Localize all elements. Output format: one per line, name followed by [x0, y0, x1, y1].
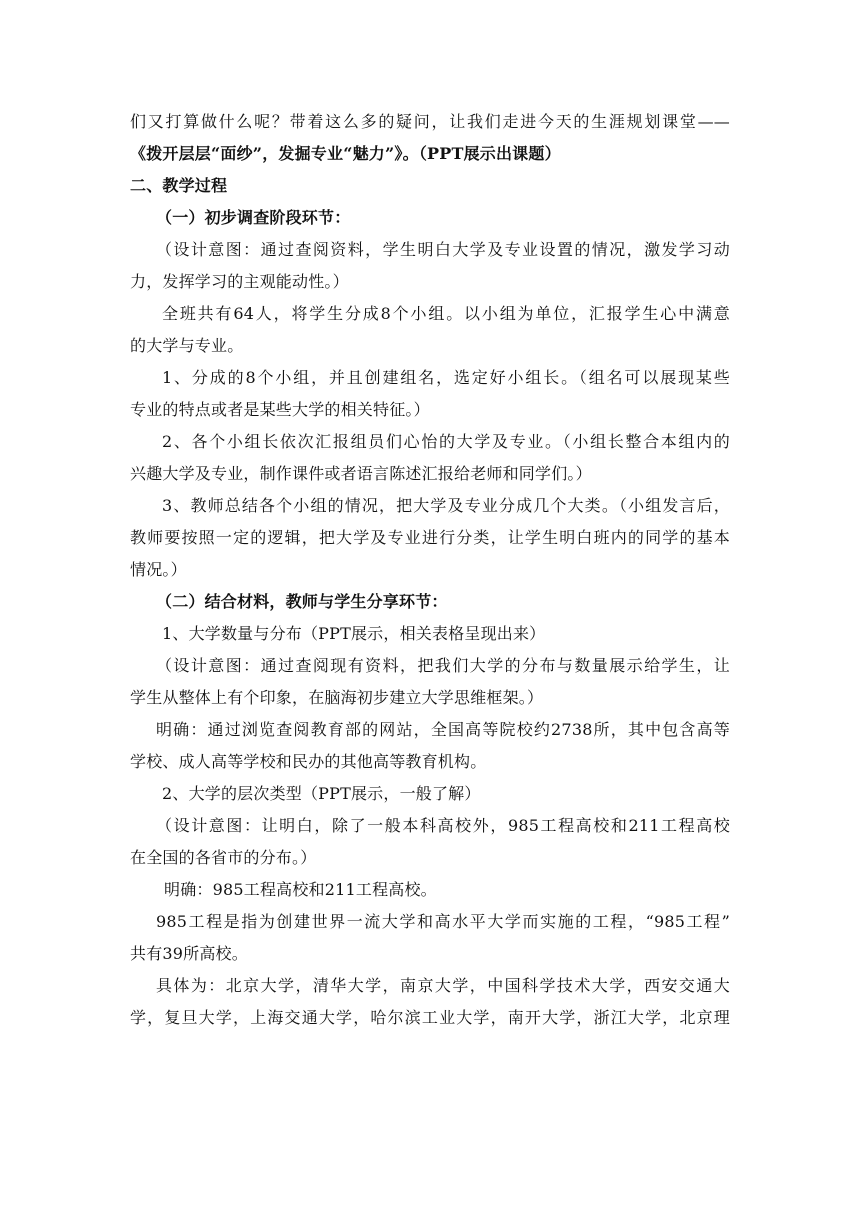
line-gap: [130, 483, 730, 496]
text-line: 在全国的各省市的分布。）: [130, 848, 317, 867]
line-gap: [130, 259, 730, 272]
text-line: 二、教学过程: [130, 176, 228, 195]
text-line: 2、各个小组长依次汇报组员们心怡的大学及专业。（小组长整合本组内的: [162, 432, 730, 451]
line-gap: [130, 163, 730, 176]
text-line: 1、大学数量与分布（PPT展示，相关表格呈现出来）: [162, 624, 546, 643]
line-gap: [130, 387, 730, 400]
line-gap: [130, 803, 730, 816]
text-line: 情况。）: [130, 560, 187, 579]
text-line: 3、教师总结各个小组的情况，把大学及专业分成几个大类。（小组发言后，: [162, 496, 730, 515]
line-gap: [130, 419, 730, 432]
line-gap: [130, 867, 730, 880]
text-line: 学校、成人高等学校和民办的其他高等教育机构。: [130, 752, 487, 771]
text-line: 专业的特点或者是某些大学的相关特征。）: [130, 400, 430, 419]
document-body: [130, 112, 730, 1027]
line-gap: [130, 995, 730, 1008]
line-gap: [130, 355, 730, 368]
text-line: 明确：985工程高校和211工程高校。: [164, 880, 437, 899]
text-line: 学生从整体上有个印象，在脑海初步建立大学思维框架。）: [130, 688, 544, 707]
text-line: 《拨开层层“面纱”，发掘专业“魅力”》。（PPT展示出课题）: [130, 144, 561, 163]
text-line: （二）结合材料，教师与学生分享环节：: [156, 592, 448, 611]
line-gap: [130, 739, 730, 752]
text-line: 全班共有64人，将学生分成8个小组。以小组为单位，汇报学生心中满意: [162, 304, 730, 323]
text-line: （设计意图：通过查阅现有资料，把我们大学的分布与数量展示给学生，让: [156, 656, 730, 675]
text-line: 教师要按照一定的逻辑，把大学及专业进行分类，让学生明白班内的同学的基本: [130, 528, 730, 547]
line-gap: [130, 707, 730, 720]
text-line: 985工程是指为创建世界一流大学和高水平大学而实施的工程，“985工程”: [156, 912, 730, 931]
text-line: （设计意图：通过查阅资料，学生明白大学及专业设置的情况，激发学习动: [156, 240, 730, 259]
line-gap: [130, 195, 730, 208]
line-gap: [130, 899, 730, 912]
line-gap: [130, 131, 730, 144]
line-gap: [130, 675, 730, 688]
line-gap: [130, 963, 730, 976]
line-gap: [130, 835, 730, 848]
text-line: 共有39所高校。: [130, 944, 248, 963]
line-gap: [130, 931, 730, 944]
line-gap: [130, 451, 730, 464]
text-line: 力，发挥学习的主观能动性。）: [130, 272, 349, 291]
text-line: 具体为：北京大学，清华大学，南京大学，中国科学技术大学，西安交通大: [156, 976, 730, 995]
text-line: 们又打算做什么呢？带着这么多的疑问，让我们走进今天的生涯规划课堂——: [130, 112, 730, 131]
line-gap: [130, 227, 730, 240]
text-line: 兴趣大学及专业，制作课件或者语言陈述汇报给老师和同学们。）: [130, 464, 592, 483]
text-line: 明确：通过浏览查阅教育部的网站，全国高等院校约2738所，其中包含高等: [156, 720, 730, 739]
text-line: （设计意图：让明白，除了一般本科高校外，985工程高校和211工程高校: [156, 816, 730, 835]
text-line: 1、分成的8个小组，并且创建组名，选定好小组长。（组名可以展现某些: [162, 368, 730, 387]
line-gap: [130, 547, 730, 560]
text-line: 2、大学的层次类型（PPT展示，一般了解）: [162, 784, 481, 803]
text-line: （一）初步调查阶段环节：: [156, 208, 351, 227]
line-gap: [130, 579, 730, 592]
line-gap: [130, 643, 730, 656]
line-gap: [130, 771, 730, 784]
text-line: 学，复旦大学，上海交通大学，哈尔滨工业大学，南开大学，浙江大学，北京理: [130, 1008, 730, 1027]
line-gap: [130, 611, 730, 624]
line-gap: [130, 515, 730, 528]
line-gap: [130, 323, 730, 336]
line-gap: [130, 291, 730, 304]
text-line: 的大学与专业。: [130, 336, 244, 355]
